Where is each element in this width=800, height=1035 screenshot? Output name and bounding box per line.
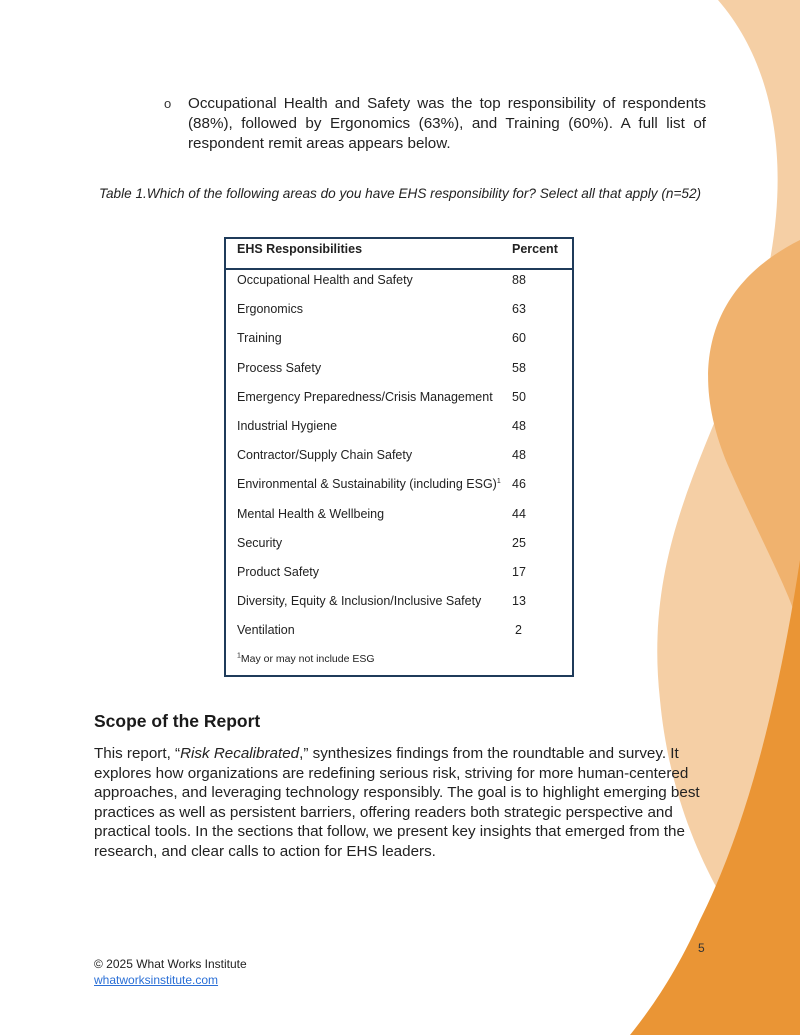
row-label: Product Safety bbox=[237, 564, 319, 579]
row-value: 88 bbox=[512, 273, 526, 287]
table-header-row bbox=[226, 239, 572, 270]
row-label: Process Safety bbox=[237, 360, 322, 375]
table-row bbox=[226, 416, 572, 445]
table-row bbox=[226, 299, 572, 328]
row-value: 46 bbox=[512, 477, 526, 492]
row-value: 58 bbox=[512, 360, 526, 375]
table-row bbox=[226, 504, 572, 533]
row-label: Security bbox=[237, 535, 283, 550]
table-row bbox=[226, 591, 572, 620]
row-value: 25 bbox=[512, 535, 526, 550]
table-row bbox=[226, 387, 572, 416]
paragraph-prefix: This report, “ bbox=[94, 745, 181, 762]
table-row bbox=[226, 358, 572, 387]
row-label: Environmental & Sustainability (including ESG) bbox=[237, 477, 497, 492]
row-label-with-footnote bbox=[237, 477, 501, 491]
responsibilities-table bbox=[224, 237, 574, 677]
bullet-point bbox=[164, 94, 706, 154]
row-value: 63 bbox=[512, 302, 526, 317]
table-row bbox=[226, 445, 572, 474]
website-link[interactable]: whatworksinstitute.com bbox=[94, 973, 219, 987]
section-paragraph bbox=[94, 744, 704, 862]
page-number: 5 bbox=[698, 941, 705, 955]
report-title-italic: Risk Recalibrated bbox=[180, 745, 300, 762]
table-footnote bbox=[226, 653, 572, 665]
table-row bbox=[226, 270, 572, 299]
row-label: Ventilation bbox=[237, 623, 295, 638]
footnote-marker: 1 bbox=[237, 652, 241, 660]
header-responsibilities: EHS Responsibilities bbox=[237, 242, 363, 256]
table-row bbox=[226, 562, 572, 591]
header-percent: Percent bbox=[512, 242, 558, 256]
bullet-marker: o bbox=[164, 96, 172, 111]
footnote-text: May or may not include ESG bbox=[240, 653, 375, 666]
table-row bbox=[226, 533, 572, 562]
row-value: 48 bbox=[512, 448, 526, 463]
table-row bbox=[226, 474, 572, 503]
table-row bbox=[226, 620, 572, 649]
row-value: 44 bbox=[512, 506, 526, 521]
row-label: Ergonomics bbox=[237, 302, 303, 317]
section-heading: Scope of the Report bbox=[94, 711, 261, 731]
row-label: Occupational Health and Safety bbox=[237, 273, 413, 287]
row-value: 48 bbox=[512, 418, 526, 433]
row-value: 13 bbox=[512, 594, 526, 609]
table-caption: Table 1.Which of the following areas do you have EHS responsibility for? Select all that apply (n=52) bbox=[98, 186, 702, 201]
row-value: 60 bbox=[512, 331, 526, 346]
row-value: 50 bbox=[512, 389, 526, 404]
table-row bbox=[226, 328, 572, 357]
footnote-marker: 1 bbox=[496, 478, 501, 486]
row-value: 2 bbox=[515, 623, 522, 638]
copyright-text: © 2025 What Works Institute bbox=[94, 957, 247, 971]
row-label: Industrial Hygiene bbox=[237, 418, 338, 433]
row-label: Mental Health & Wellbeing bbox=[237, 506, 385, 521]
row-label: Diversity, Equity & Inclusion/Inclusive Safety bbox=[237, 594, 482, 609]
row-label: Emergency Preparedness/Crisis Management bbox=[237, 389, 493, 404]
paragraph-rest: ,” synthesizes findings from the roundtable and survey. It explores how organizations are redefining serious risk, striving for more human-centered approaches, and leveraging technology responsibly. The goal is to highlight emerging best practices as well as persistent barriers, offering readers both strategic perspective and practical tools. In the sections that follow, we present key insights that emerged from the research, and clear calls to action for EHS leaders. bbox=[94, 745, 700, 860]
row-label: Contractor/Supply Chain Safety bbox=[237, 448, 413, 463]
bullet-text: Occupational Health and Safety was the top responsibility of respondents (88%), followed by Ergonomics (63%), and Training (60%). A full list of respondent remit areas appears below. bbox=[188, 95, 706, 152]
row-label: Training bbox=[237, 331, 282, 346]
row-value: 17 bbox=[512, 564, 526, 579]
